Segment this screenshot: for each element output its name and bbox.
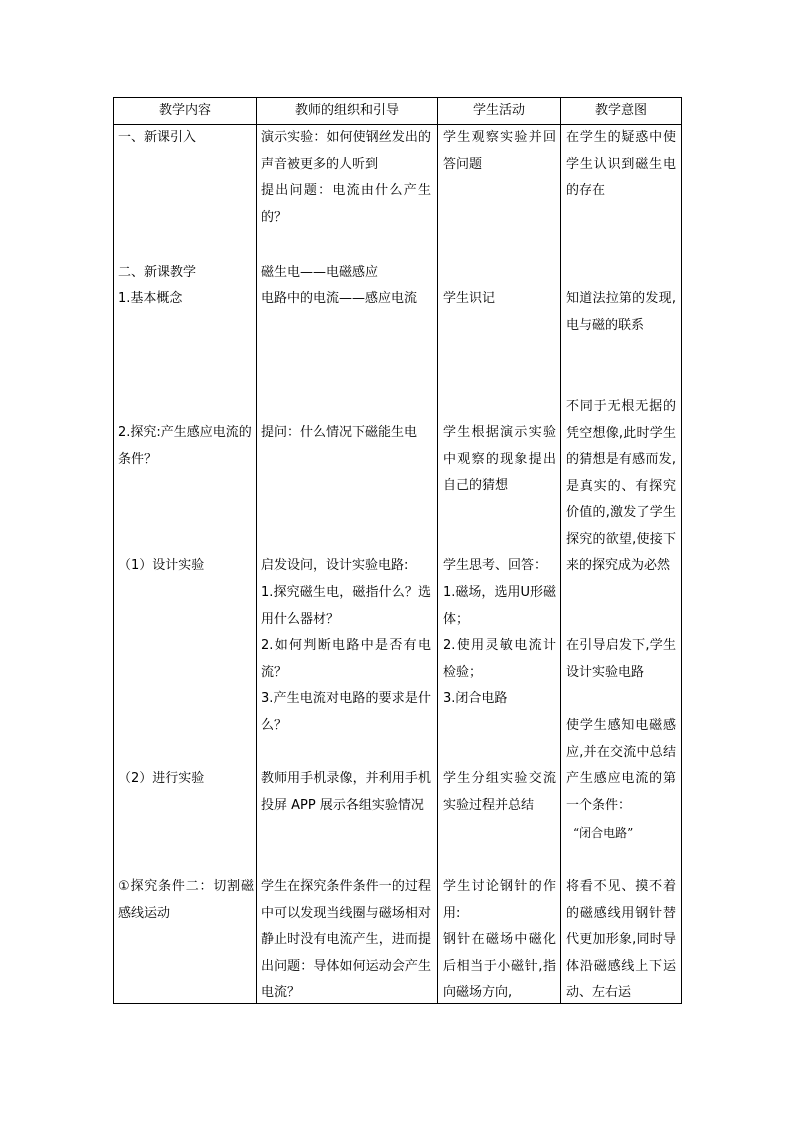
intent-item: 不同于无根无据的凭空想像,此时学生的猜想是有感而发,是真实的、有探究价值的,激发了学生探究的欲望,使接下来的探究成为必然	[566, 399, 676, 573]
content-item: （2）进行实验	[118, 771, 205, 786]
student-item: 2.使用灵敏电流计检验；	[443, 638, 556, 680]
intent-column	[561, 125, 682, 1004]
header-teaching-intent: 教学意图	[561, 98, 682, 125]
student-column	[438, 125, 561, 1004]
lesson-plan-table	[113, 97, 682, 1004]
table-body-row	[114, 125, 682, 1004]
teacher-item: 启发设问，设计实验电路:	[261, 558, 409, 573]
teacher-item: 学生在探究条件条件一的过程中可以发现当线圈与磁场相对静止时没有电流产生，进而提出问题：导体如何运动会产生电流？	[261, 879, 431, 1000]
teacher-item: 磁生电——电磁感应	[261, 265, 379, 280]
content-item: 2.探究:产生感应电流的条件？	[118, 425, 252, 467]
intent-item: 在学生的疑惑中使学生认识到磁生电的存在	[566, 130, 676, 198]
teacher-item: 提出问题：电流由什么产生的？	[261, 183, 431, 225]
student-item: 学生识记	[443, 291, 496, 306]
content-item: （1）设计实验	[118, 558, 205, 573]
teacher-item: 提问：什么情况下磁能生电	[261, 425, 418, 440]
content-item: 一、新课引入	[118, 130, 197, 145]
intent-item-quote: “闭合电路”	[573, 826, 634, 840]
table-header-row	[114, 98, 682, 125]
intent-item: 知道法拉第的发现,电与磁的联系	[566, 291, 676, 333]
student-item: 钢针在磁场中磁化后相当于小磁针,指向磁场方向,	[443, 932, 556, 1000]
content-item: 1.基本概念	[118, 291, 183, 306]
teacher-item: 教师用手机录像，并利用手机投屏 APP 展示各组实验情况	[261, 771, 431, 813]
content-column	[114, 125, 257, 1004]
student-item: 3.闭合电路	[443, 691, 508, 706]
content-item: ①探究条件二：切割磁感线运动	[118, 879, 254, 921]
student-item: 1.磁场，选用U形磁体；	[443, 585, 556, 627]
student-item: 学生思考、回答：	[443, 558, 548, 573]
teacher-item: 电路中的电流——感应电流	[261, 291, 418, 306]
content-item: 二、新课教学	[118, 265, 197, 280]
intent-item: 使学生感知电磁感应,并在交流中总结产生感应电流的第一个条件：	[566, 718, 676, 813]
student-item: 学生分组实验交流实验过程并总结	[443, 771, 556, 813]
header-teacher-guidance: 教师的组织和引导	[257, 98, 438, 125]
teacher-item: 1.探究磁生电，磁指什么？选用什么器材？	[261, 585, 431, 627]
student-item: 学生讨论钢针的作用:	[443, 879, 556, 921]
header-student-activity: 学生活动	[438, 98, 561, 125]
teacher-item: 3.产生电流对电路的要求是什么？	[261, 691, 431, 733]
student-item: 学生根据演示实验中观察的现象提出自己的猜想	[443, 425, 556, 493]
intent-item: 在引导启发下,学生设计实验电路	[566, 638, 676, 680]
student-item: 学生观察实验并回答问题	[443, 130, 556, 172]
teacher-column	[257, 125, 438, 1004]
teacher-item: 2.如何判断电路中是否有电流？	[261, 638, 431, 680]
intent-item: 将看不见、摸不着的磁感线用钢针替代更加形象,同时导体沿磁感线上下运动、左右运	[566, 879, 676, 1000]
teacher-item: 演示实验：如何使钢丝发出的声音被更多的人听到	[261, 130, 431, 172]
header-teaching-content: 教学内容	[114, 98, 257, 125]
